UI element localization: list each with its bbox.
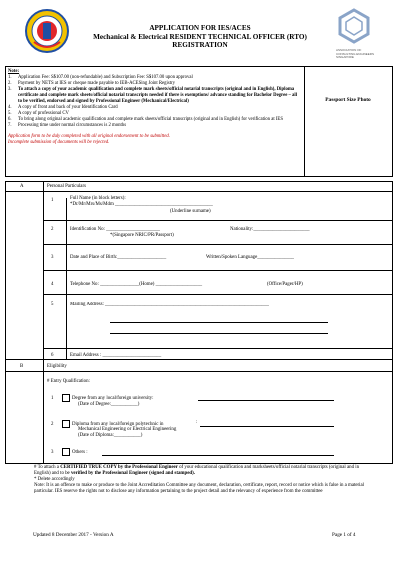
section-a-letter: A	[20, 184, 24, 189]
aces-logo	[330, 8, 378, 60]
row-divider	[43, 294, 392, 295]
warning-line-2: Incomplete submission of documents will be rejected.	[8, 140, 110, 145]
row-divider	[43, 348, 392, 349]
diploma-colon: :	[196, 420, 198, 425]
page-title	[70, 24, 330, 50]
footnote-lead: # To attach a	[34, 465, 61, 470]
row-num: 4	[51, 282, 54, 287]
note-text: To bring along original academic qualification and complete mark sheets/official transcripts (original and in English) for verification at IES	[18, 117, 283, 122]
qual-num: 1	[51, 396, 54, 401]
row-divider	[43, 244, 392, 245]
language-field[interactable]: Written/Spoken Language_______________	[206, 255, 294, 260]
qual-diploma-label: Diploma from any local/foreign polytechnic in	[72, 422, 164, 428]
address-line	[110, 333, 328, 334]
note-text: Application Fee: S$107.00 (non-refundable) and Subscription Fee: S$107.00 upon approval	[18, 75, 193, 80]
mailing-address-field[interactable]: Mailing Address: ___________________________________________________________________	[70, 302, 269, 307]
qual-degree-label: Degree from any local/foreign university:	[72, 396, 154, 402]
others-line	[102, 455, 334, 456]
row-num: 6	[51, 353, 54, 358]
notes-box	[5, 66, 393, 177]
qual-others-label: Others :	[72, 450, 88, 456]
note-num: 2.	[8, 81, 12, 86]
full-name-label: Full Name (in block letters):	[70, 196, 126, 201]
note-text: To attach a copy of your academic qualification and complete mark sheets/official notarial transcripts (original and in English), Diploma certificate and complete mark sheets/official notarial transcripts needed if there is exemptions/ advance standing for Bachelor Degree – all to be verified, endorsed and signed by Professional Engineer (Mechanical/Electrical)	[18, 87, 298, 104]
degree-line	[198, 400, 334, 401]
degree-date-field[interactable]: (Date of Degree:___________)	[78, 402, 140, 407]
page-number: Page 1 of 4	[332, 532, 356, 538]
notes-heading: Note:	[8, 69, 20, 74]
section-b-top-divider	[6, 359, 392, 360]
row-divider	[43, 220, 392, 221]
email-field[interactable]: Email Address : ________________________	[70, 353, 162, 358]
note-text: A copy of front and back of your Identification Card	[18, 105, 118, 110]
version-label: Updated 8 December 2017 - Version A	[33, 532, 114, 538]
telephone-hint: (Office/Pager/HP)	[267, 282, 303, 287]
identification-field[interactable]: Identification No: ______________________	[70, 227, 160, 232]
section-b-title: Eligibility	[47, 364, 67, 369]
form-column-divider	[43, 182, 44, 463]
section-a-divider	[6, 191, 392, 192]
telephone-field[interactable]: Telephone No: ________________(Home) ___________________	[70, 282, 203, 287]
passport-photo-label: Passport Size Photo	[325, 97, 371, 103]
full-name-hint: (Underline surname)	[170, 209, 211, 214]
qual-num: 2	[51, 422, 54, 427]
row-divider	[43, 270, 392, 271]
notes-divider	[304, 67, 305, 176]
identification-hint: *(Singapore NRIC/PR/Passport)	[110, 233, 174, 238]
address-line	[110, 322, 328, 323]
note-num: 3.	[8, 87, 12, 92]
footnote-attach	[34, 465, 374, 477]
birth-field[interactable]: Date and Place of Birth:____________________	[70, 255, 167, 260]
ies-logo	[24, 8, 70, 54]
note-text: Processing time under normal circumstances is 2 months	[18, 123, 127, 128]
aces-logo-text-1: ASSOCIATION OF	[336, 48, 362, 52]
qual-others-option[interactable]	[62, 448, 88, 456]
aces-logo-text-3: SINGAPORE	[336, 55, 354, 60]
qual-num: 3	[51, 450, 54, 455]
section-a-title: Personal Particulars	[47, 184, 86, 189]
note-num: 1.	[8, 75, 12, 80]
note-text: Payment by NETS at IES or cheque made payable to IEB-ACESing Joint Registry	[18, 81, 175, 86]
others-checkbox[interactable]	[62, 448, 70, 456]
footnote-mid: of your educational qualification and marksheets/official notarial transcripts (original and in English) and to be	[34, 465, 360, 477]
row-num: 1	[51, 198, 54, 203]
footnote-note: Note: It is an offence to make or produce to the Joint Accreditation Committee any document, declaration, certificate, report, record or notice which is false in a material particular. IES reserve the rights not to disclose any information pertaining to the project detail and the relevancy of experience from the committee	[34, 483, 365, 495]
note-item	[8, 87, 300, 105]
warning-line-1: Application form to be duly completed with all original endorsement to be submitted.	[8, 134, 170, 139]
diploma-checkbox[interactable]	[62, 420, 70, 428]
qual-degree-option[interactable]	[62, 394, 153, 402]
footnote-bold-1: CERTIFIED TRUE COPY by the Professional Engineer	[60, 465, 178, 470]
row-num: 2	[51, 227, 54, 232]
row-num: 3	[51, 255, 54, 260]
entry-qualification-heading: # Entry Qualification:	[47, 379, 90, 384]
note-num: 5.	[8, 111, 12, 116]
row-num: 5	[51, 302, 54, 307]
title-line-2: Mechanical & Electrical RESIDENT TECHNICAL OFFICER (RTO)	[93, 32, 307, 41]
section-b-letter: B	[20, 364, 24, 369]
note-num: 6.	[8, 117, 12, 122]
diploma-field-hint: Mechanical Engineering or Electrical Engineering	[78, 427, 177, 432]
diploma-line	[200, 426, 334, 427]
footnote-bold-2: verified by the Professional Engineer (signed and stamped).	[70, 471, 195, 477]
nationality-field[interactable]: Nationality:_______________________	[230, 227, 310, 232]
footnote-delete: * Delete accordingly	[34, 477, 75, 483]
application-form	[5, 181, 393, 464]
full-name-field[interactable]: *Dr/Mr/Mrs/Ms/Mdm ________________________________________	[70, 202, 213, 207]
aces-logo-text-2: CONSULTING ENGINEERS	[336, 51, 374, 56]
note-num: 7.	[8, 123, 12, 128]
note-num: 4.	[8, 105, 12, 110]
title-line-3: REGISTRATION	[172, 41, 228, 50]
footnote	[34, 465, 374, 495]
note-text: A copy of professional CV	[18, 111, 69, 116]
form-num-divider	[66, 348, 67, 359]
notes-list	[8, 69, 300, 146]
title-line-1: APPLICATION FOR IES/ACES	[149, 24, 251, 32]
diploma-date-field[interactable]: (Date of Diploma:___________)	[78, 433, 143, 438]
degree-checkbox[interactable]	[62, 394, 70, 402]
section-b-divider	[6, 371, 392, 372]
